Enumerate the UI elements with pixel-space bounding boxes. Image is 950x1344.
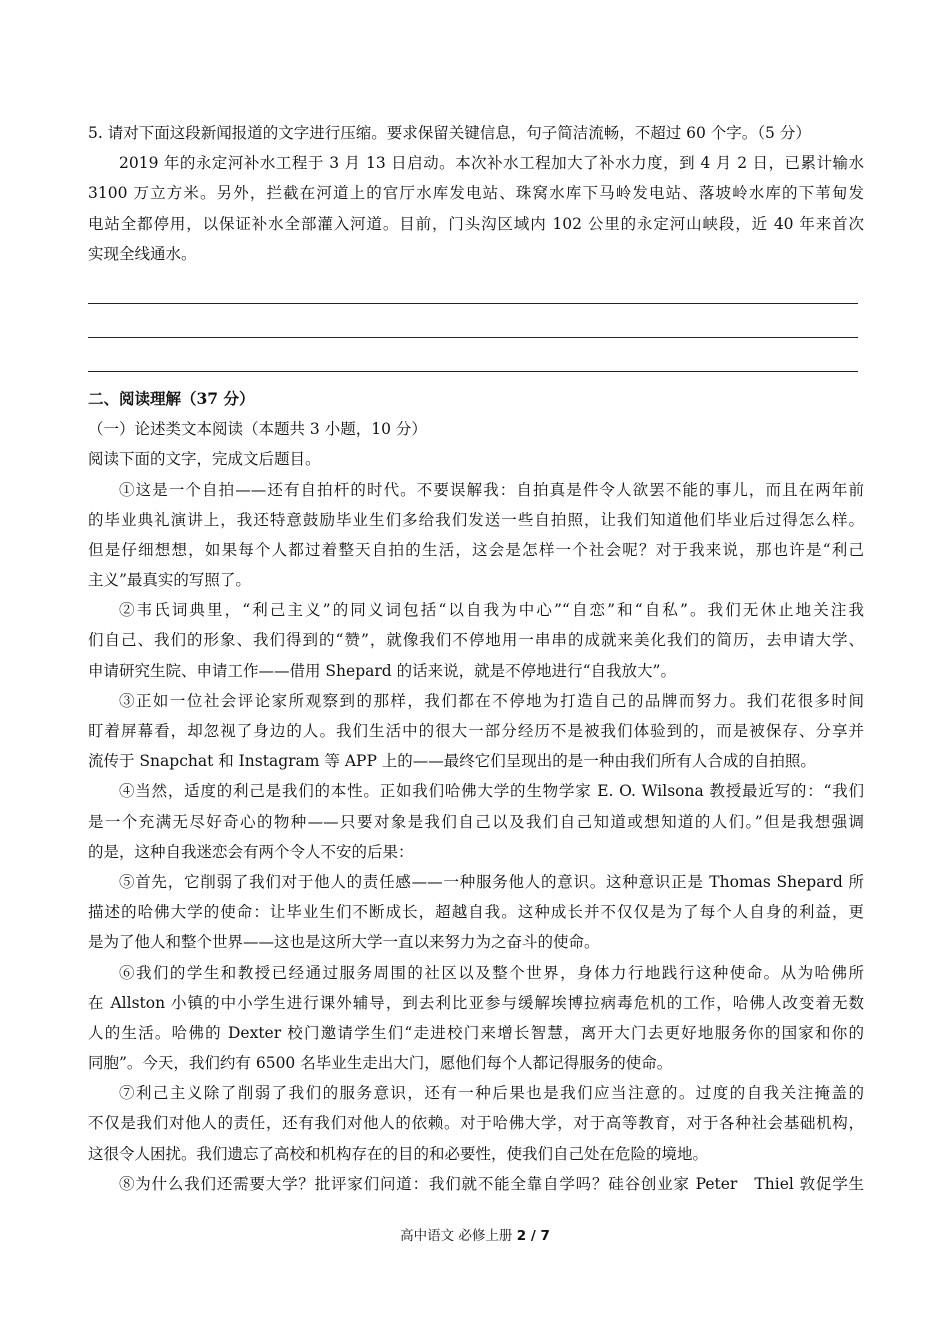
paragraph-line: ⑥我们的学生和教授已经通过服务周围的社区以及整个世界，身体力行地践行这种使命。从为哈佛所: [119, 963, 864, 982]
paragraph-line: 这很令人困扰。我们遗忘了高校和机构存在的目的和必要性，使我们自己处在危险的境地。: [88, 1144, 709, 1163]
section-subheading: （一）论述类文本阅读（本题共 3 小题，10 分）: [88, 420, 427, 439]
paragraph-line: ⑦利己主义除了削弱了我们的服务意识，还有一种后果也是我们应当注意的。过度的自我关注掩盖的: [119, 1084, 864, 1103]
paragraph-line: 同胞”。今天，我们约有 6500 名毕业生走出大门，愿他们每个人都记得服务的使命。: [88, 1054, 673, 1073]
news-text-line: 3100 万立方米。另外，拦截在河道上的官厅水库发电站、珠窝水库下马岭发电站、落坡岭水库的下苇甸发: [88, 184, 864, 203]
answer-line[interactable]: [88, 338, 858, 372]
footer-label: 高中语文 必修上册: [400, 1228, 513, 1244]
paragraph-line: 流传于 Snapchat 和 Instagram 等 APP 上的——最终它们呈现出的是一种由我们所有人合成的自拍照。: [88, 752, 816, 771]
paragraph-7: [88, 1078, 864, 1169]
paragraph-4: [88, 776, 864, 867]
paragraph-line: 描述的哈佛大学的使命：让毕业生们不断成长，超越自我。这种成长并不仅仅是为了每个人自身的利益，更: [88, 903, 864, 922]
paragraph-line: ④当然，适度的利己是我们的本性。正如我们哈佛大学的生物学家 E. O. Wilsona 教授最近写的：“我们: [119, 782, 864, 801]
section-reading: [88, 384, 864, 1199]
paragraph-line: 盯着屏幕看，却忽视了身边的人。我们生活中的很大一部分经历不是被我们体验到的，而是被保存、分享并: [88, 722, 864, 740]
paragraph-line: 是为了他人和整个世界——这也是这所大学一直以来努力为之奋斗的使命。: [88, 933, 600, 952]
paragraph-line: 不仅是我们对他人的责任，还有我们对他人的依赖。对于哈佛大学，对于高等教育，对于各种社会基础机构，: [88, 1114, 864, 1133]
page-footer: [0, 1224, 950, 1244]
news-text-line: 电站全都停用，以保证补水全部灌入河道。目前，门头沟区域内 102 公里的永定河山峡段，近 40 年来首次: [88, 214, 864, 233]
paragraph-line: 申请研究生院、申请工作——借用 Shepard 的话来说，就是不停地进行“自我放大”。: [88, 661, 676, 680]
paragraph-line: ⑤首先，它削弱了我们对于他人的责任感——一种服务他人的意识。这种意识正是 Thomas Shepard 所: [119, 872, 864, 891]
page-number: 2 / 7: [516, 1228, 550, 1244]
paragraph-line: ①这是一个自拍——还有自拍杆的时代。不要误解我：自拍真是件令人欲罢不能的事儿，而且在两年前: [119, 480, 864, 499]
reading-instruction: 阅读下面的文字，完成文后题目。: [88, 450, 321, 469]
question-5: [88, 118, 864, 269]
section-heading: 二、阅读理解（37 分）: [88, 388, 255, 408]
paragraph-line: 的毕业典礼演讲上，我还特意鼓励毕业生们多给我们发送一些自拍照，让我们知道他们毕业后过得怎么样。: [88, 510, 864, 529]
paragraph-line: 是一个充满无尽好奇心的物种——只要对象是我们自己以及我们自己知道或想知道的人们。”但是我想强调: [88, 812, 864, 831]
answer-lines: [88, 285, 864, 372]
paragraph-line: 们自己、我们的形象、我们得到的“赞”，就像我们不停地用一串串的成就来美化我们的简历，去申请大学、: [88, 631, 864, 650]
paragraph-8: [88, 1169, 864, 1199]
news-text-line: 2019 年的永定河补水工程于 3 月 13 日启动。本次补水工程加大了补水力度，到 4 月 2 日，已累计输水: [119, 154, 864, 173]
answer-line[interactable]: [88, 285, 858, 304]
paragraph-1: [88, 475, 864, 596]
paragraph-5: [88, 867, 864, 958]
paragraph-6: [88, 958, 864, 1079]
paragraph-line: ③正如一位社会评论家所观察到的那样，我们都在不停地为打造自己的品牌而努力。我们花很多时间: [119, 691, 864, 710]
paragraph-3: [88, 686, 864, 777]
paragraph-line: 主义”最真实的写照了。: [88, 571, 251, 590]
page-content: [88, 118, 864, 1199]
paragraph-line: 的是，这种自我迷恋会有两个令人不安的后果：: [88, 842, 414, 861]
paragraph-line: 人的生活。哈佛的 Dexter 校门邀请学生们“走进校门来增长智慧，离开大门去更好地服务你的国家和你的: [88, 1023, 864, 1042]
paragraph-2: [88, 595, 864, 686]
news-text-line: 实现全线通水。: [88, 244, 197, 263]
paragraph-line: 但是仔细想想，如果每个人都过着整天自拍的生活，这会是怎样一个社会呢？对于我来说，那也许是“利己: [88, 540, 864, 559]
paragraph-line: 在 Allston 小镇的中小学生进行课外辅导，到去利比亚参与缓解埃博拉病毒危机的工作，哈佛人改变着无数: [88, 993, 864, 1012]
paragraph-line: ②韦氏词典里，“利己主义”的同义词包括“以自我为中心”“自恋”和“自私”。我们无休止地关注我: [119, 601, 864, 620]
paragraph-line: ⑧为什么我们还需要大学？批评家们问道：我们就不能全靠自学吗？硅谷创业家 Peter Thiel 敦促学生: [119, 1174, 864, 1193]
answer-line[interactable]: [88, 304, 858, 338]
question-5-title: 5. 请对下面这段新闻报道的文字进行压缩。要求保留关键信息，句子简洁流畅，不超过 60 个字。（5 分）: [88, 124, 811, 142]
